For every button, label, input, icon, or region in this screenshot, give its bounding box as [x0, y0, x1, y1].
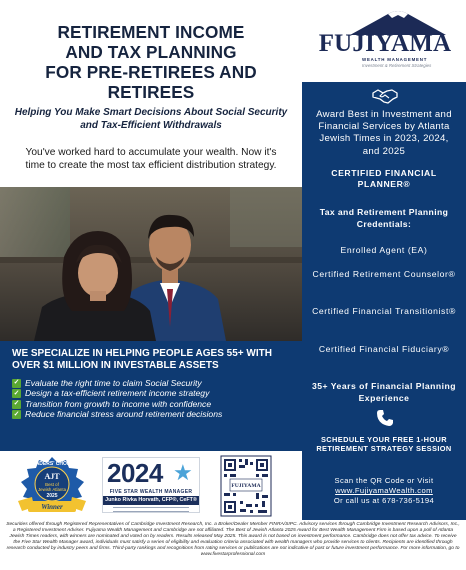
readers-choice-ajt: AJT: [44, 472, 60, 481]
phone-number[interactable]: Or call us at 678-736-5194: [333, 496, 435, 506]
star-icon: ★: [173, 460, 193, 485]
logo-tagline: Investment & Retirement Strategies: [362, 63, 432, 68]
phone-icon: [376, 409, 394, 427]
logo-wordmark: FUJIYAMA: [318, 30, 452, 57]
advisors-photo: [0, 187, 302, 341]
readers-choice-year: 2025: [46, 493, 58, 499]
list-item-text: Evaluate the right time to claim Social Security: [25, 378, 202, 388]
five-star-fine-print: [113, 507, 189, 512]
list-item: [12, 388, 296, 398]
qr-label: FUJIYAMA: [231, 483, 261, 489]
credential-item: Enrolled Agent (EA): [340, 245, 428, 255]
readers-choice-jewish-atlanta: Jewish Atlanta: [37, 487, 67, 492]
list-item: [12, 399, 296, 409]
five-star-title: FIVE STAR WEALTH MANAGER: [109, 489, 193, 495]
cfp-designation: CERTIFIED FINANCIAL PLANNER®: [331, 168, 437, 190]
five-star-recipient: Junko Rivka Horvath, CFP®, CeFT®: [103, 496, 199, 505]
advisors-photo-illustration: [0, 187, 302, 341]
checkmark-icon: ✓: [13, 389, 20, 397]
intro-paragraph: You've worked hard to accumulate your wealth. Now it's time to create the most tax efficient distribution strategy.: [25, 147, 277, 171]
credential-item: Certified Retirement Counselor®: [312, 269, 456, 279]
credential-item: Certified Financial Transitionist®: [312, 306, 456, 316]
headline-line: AND TAX PLANNING: [65, 42, 237, 62]
headline-line: RETIREES: [107, 82, 195, 102]
logo-area: [302, 0, 466, 82]
readers-choice-winner: Winner: [41, 503, 63, 511]
subheadline: Helping You Make Smart Decisions About Social Security and Tax-Efficient Withdrawals: [14, 107, 288, 131]
schedule-cta: SCHEDULE YOUR FREE 1-HOUR RETIREMENT STRATEGY SESSION: [316, 435, 452, 454]
specialize-heading: WE SPECIALIZE IN HELPING PEOPLE AGES 55+ WITH OVER $1 MILLION IN INVESTABLE ASSETS: [12, 348, 272, 371]
contact-block: [310, 476, 458, 507]
benefits-checklist: [12, 378, 296, 420]
list-item-text: Reduce financial stress around retirement decisions: [25, 409, 223, 420]
disclosure-footer: Securities offered through Registered Representatives of Cambridge Investment Research, Inc. a Broker/Dealer Member FINRA/SIPC. Advisory services through Cambridge Investment Research Advisors, Inc., a Registered Investment Adviser. Fujiyama Wealth Management and Cambridge are not affiliated. The Best of Jewish Atlanta 2025 Award for Best Wealth Management Firm is based upon a poll of Atlanta Jewish Times readers, with winners are nominated and voted on by readers. Results released May 2025. This award is not based on investment performance. Cambridge does not offer tax advice. To receive the Five Star Wealth Manager award, individuals must satisfy a series of eligibility and evaluation criteria associated with wealth managers who provide services to clients. Recipients are identified through research conducted by industry peers and firms. Third-party rankings and recognitions from rating services or publications are not indicative of past or future investment performance. For more information, go to www.fivestarprofessional.com: [6, 522, 460, 557]
website-link[interactable]: www.FujiyamaWealth.com: [335, 486, 433, 496]
headline: [10, 22, 292, 102]
credentials-panel: [302, 82, 466, 520]
qr-code[interactable]: [220, 455, 272, 517]
five-star-year: 2024: [107, 458, 163, 488]
credentials-heading: Tax and Retirement Planning Credentials:: [319, 207, 449, 229]
headline-line: FOR PRE-RETIREES AND: [45, 62, 257, 82]
readers-choice-top: READERS' CHOICE: [28, 461, 76, 467]
five-star-badge: [102, 457, 200, 513]
readers-choice-badge: [14, 455, 90, 517]
list-item: [12, 409, 296, 419]
credential-item: Certified Financial Fiduciary®: [318, 344, 450, 354]
award-text: Award Best in Investment and Financial Services by Atlanta Jewish Times in 2023, 2024, and 2025: [316, 109, 452, 157]
logo-subtitle: WEALTH MANAGEMENT: [362, 57, 428, 62]
checkmark-icon: ✓: [13, 379, 20, 387]
list-item: [12, 378, 296, 388]
checkmark-icon: ✓: [13, 410, 20, 418]
checkmark-icon: ✓: [13, 400, 20, 408]
awards-row: [0, 451, 302, 520]
list-item-text: Design a tax-efficient retirement income strategy: [25, 388, 210, 399]
headline-line: RETIREMENT INCOME: [57, 22, 245, 42]
readers-choice-best: Best of: [45, 482, 59, 487]
handshake-icon: [372, 87, 398, 105]
experience-text: 35+ Years of Financial Planning Experience: [311, 381, 457, 403]
scan-instruction: Scan the QR Code or Visit: [334, 476, 434, 485]
list-item-text: Transition from growth to income with confidence: [25, 398, 212, 409]
